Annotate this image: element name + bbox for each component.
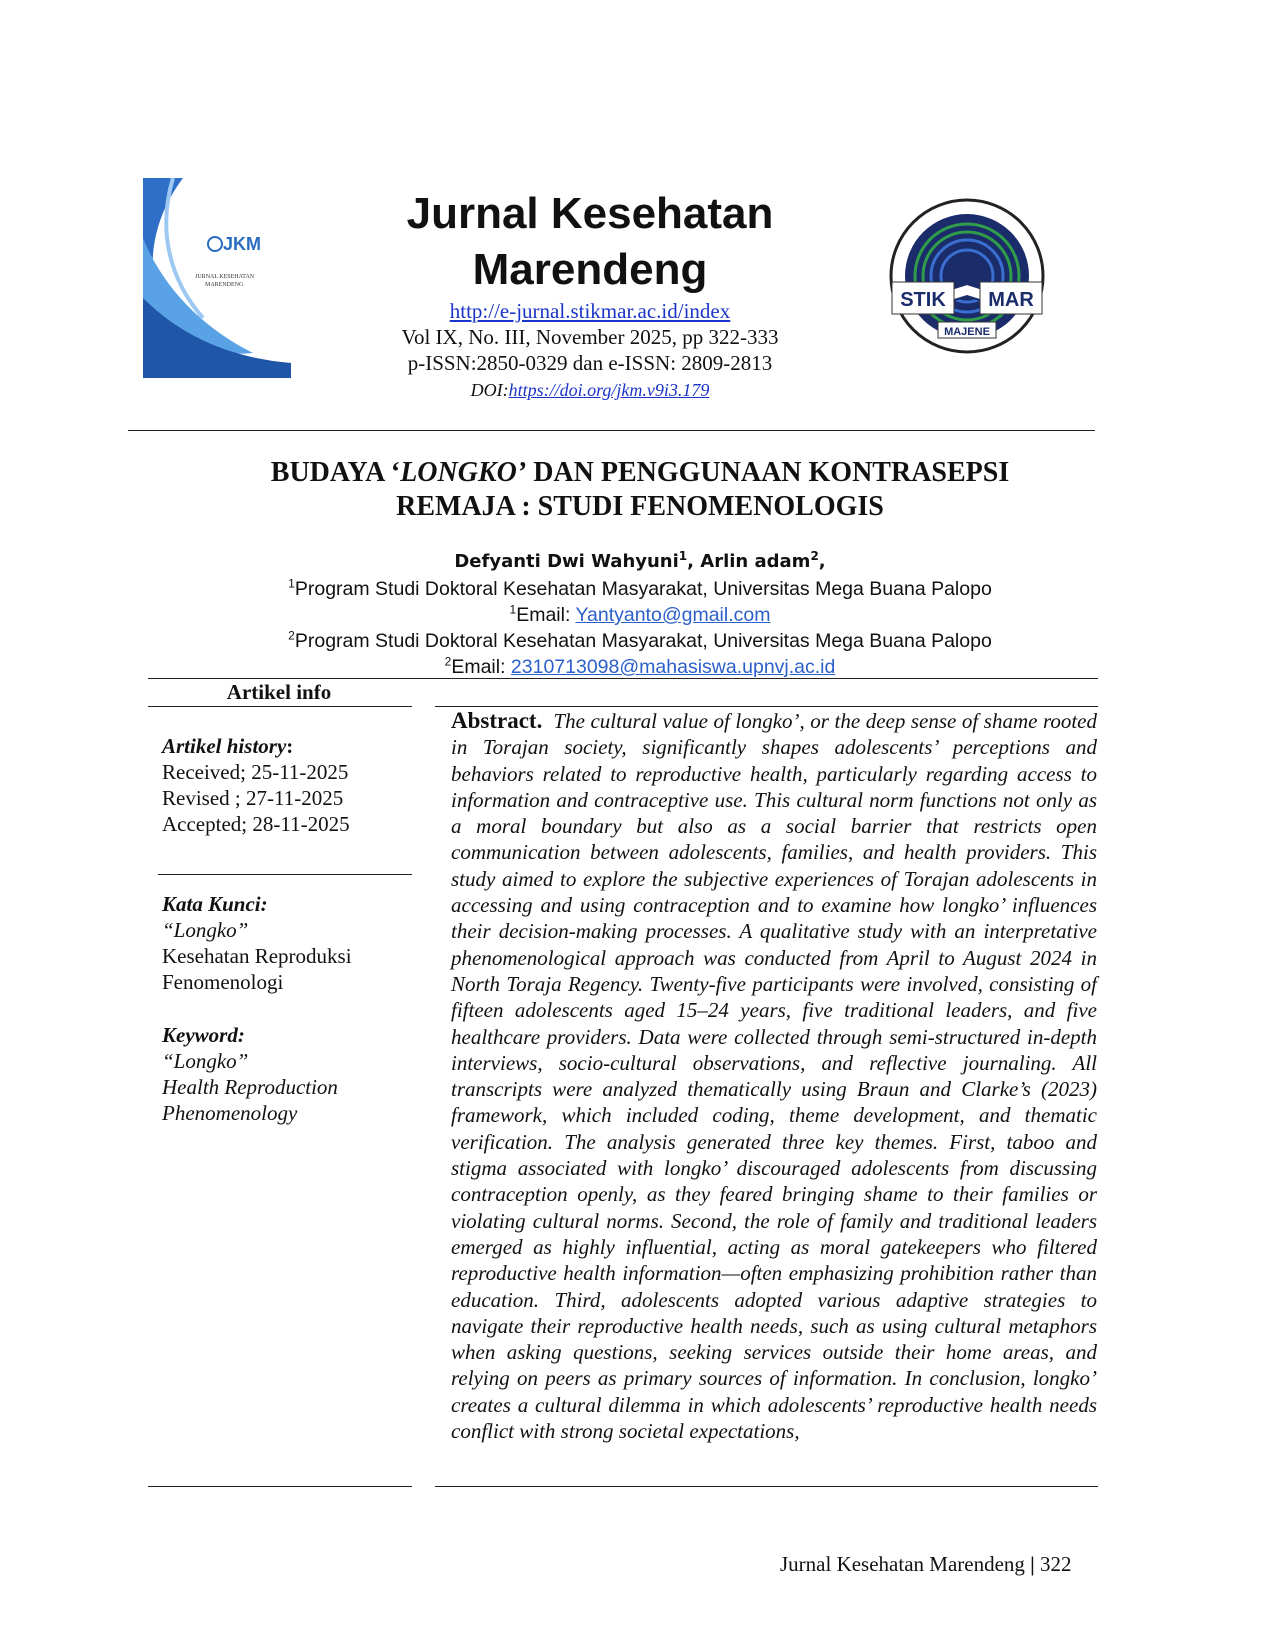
revised-date: Revised ; 27-11-2025 — [162, 786, 344, 810]
journal-title — [300, 186, 880, 298]
kata-kunci-block — [162, 891, 412, 995]
email-1-link[interactable]: Yantyanto@gmail.com — [575, 604, 771, 626]
email-1-line — [150, 602, 1130, 628]
author-list — [200, 550, 1080, 574]
affiliation-2 — [150, 628, 1130, 654]
journal-title-line1: Jurnal Kesehatan — [406, 189, 774, 238]
journal-url-line — [300, 298, 880, 324]
info-bottom-rule — [148, 1486, 412, 1487]
keyword-item: “Longko” — [162, 1049, 249, 1073]
aff-2-sup: 2 — [288, 628, 295, 643]
email-2-label: Email: — [451, 656, 511, 678]
jkm-journal-logo — [143, 178, 291, 378]
history-colon: : — [286, 734, 294, 758]
page-footer — [780, 1552, 1180, 1577]
aff-1-text: Program Studi Doktoral Kesehatan Masyarakat, Universitas Mega Buana Palopo — [294, 578, 992, 600]
title-prefix: BUDAYA ‘ — [270, 457, 401, 488]
paper-title-line1 — [200, 456, 1080, 490]
doi-link[interactable]: https://doi.org/jkm.v9i3.179 — [508, 380, 710, 400]
journal-url-link[interactable]: http://e-jurnal.stikmar.ac.id/index — [449, 299, 731, 323]
kata-kunci-label: Kata Kunci: — [162, 892, 268, 916]
history-label-line — [162, 733, 412, 759]
keyword-block — [162, 1022, 412, 1126]
kata-kunci-item: Fenomenologi — [162, 970, 284, 994]
svg-text:JURNAL KESEHATAN: JURNAL KESEHATAN — [195, 274, 255, 280]
journal-title-line2: Marendeng — [472, 245, 708, 294]
article-history — [162, 733, 412, 837]
article-info-heading: Artikel info — [226, 680, 332, 704]
accepted-date: Accepted; 28-11-2025 — [162, 812, 350, 836]
kata-kunci-item: Kesehatan Reproduksi — [162, 944, 352, 968]
kata-kunci-item: “Longko” — [162, 918, 249, 942]
author-tail: , — [818, 551, 826, 572]
history-label: Artikel history — [162, 734, 287, 758]
email-2-link[interactable]: 2310713098@mahasiswa.upnvj.ac.id — [510, 656, 836, 678]
abstract — [451, 708, 1097, 1444]
email-2-sup: 2 — [444, 654, 452, 669]
issn-info: p-ISSN:2850-0329 dan e-ISSN: 2809-2813 — [407, 351, 773, 375]
info-top-rule — [148, 678, 1098, 679]
doi-line — [300, 377, 880, 403]
svg-text:MARENDENG: MARENDENG — [205, 282, 244, 288]
paper-title-line2: REMAJA : STUDI FENOMENOLOGIS — [396, 491, 884, 522]
author-2: , Arlin adam — [687, 551, 811, 572]
footer-separator: | — [1024, 1552, 1041, 1576]
page-number: 322 — [1040, 1552, 1072, 1576]
abstract-top-rule — [435, 706, 1098, 707]
affiliation-1 — [150, 576, 1130, 602]
author-2-sup: 2 — [810, 549, 819, 563]
history-divider — [158, 874, 412, 875]
header-divider — [128, 430, 1095, 431]
svg-text:JKM: JKM — [223, 234, 262, 254]
author-1: Defyanti Dwi Wahyuni — [454, 551, 679, 572]
svg-text:MAJENE: MAJENE — [944, 326, 990, 338]
footer-journal-name: Jurnal Kesehatan Marendeng — [780, 1552, 1025, 1576]
email-2-line — [150, 654, 1130, 680]
title-italic-term: LONGKO’ — [400, 457, 527, 488]
title-line1-rest: DAN PENGGUNAAN KONTRASEPSI — [526, 457, 1010, 488]
stikmar-seal-logo — [888, 198, 1046, 358]
email-1-sup: 1 — [509, 602, 517, 617]
info-head-rule — [148, 706, 412, 707]
aff-1-sup: 1 — [288, 576, 295, 591]
email-1-label: Email: — [516, 604, 576, 626]
received-date: Received; 25-11-2025 — [162, 760, 349, 784]
abstract-label: Abstract. — [451, 708, 543, 733]
abstract-bottom-rule — [435, 1486, 1098, 1487]
svg-text:MAR: MAR — [988, 289, 1034, 311]
abstract-text: The cultural value of longko’, or the deep sense of shame rooted in Torajan society, significantly shapes adolescents’ perceptions and behaviors related to reproductive health, particularly regarding access to information and contraceptive use. This cultural norm functions not only as a moral boundary but also as a social barrier that restricts open communication between adolescents, families, and health providers. This study aimed to explore the subjective experiences of Torajan adolescents in accessing and using contraception and to examine how longko’ influences their decision-making processes. A qualitative study with an interpretative phenomenological approach was conducted from April to August 2024 in North Toraja Regency. Twenty-five participants were involved, consisting of fifteen adolescents aged 15–24 years, five traditional leaders, and five healthcare providers. Data were collected through semi-structured in-depth interviews, socio-cultural observations, and reflective journaling. All transcripts were analyzed thematically using Braun and Clarke’s (2023) framework, which included coding, theme development, and thematic verification. The analysis generated three key themes. First, taboo and stigma associated with longko’ discouraged adolescents from discussing contraception openly, as they feared bringing shame to their families or violating cultural norms. Second, the role of family and traditional leaders emerged as highly influential, acting as moral gatekeepers who filtered reproductive health information—often emphasizing prohibition rather than education. Third, adolescents adopted various adaptive strategies to navigate their reproductive health needs, such as using cultural metaphors when asking questions, seeking services outside their home areas, and relying on peers as primary sources of information. In conclusion, longko’ creates a cultural dilemma in which adolescents’ reproductive health needs conflict with strong societal expectations, — [451, 709, 1098, 1444]
author-1-sup: 1 — [678, 549, 688, 563]
keyword-item: Health Reproduction — [162, 1075, 338, 1099]
svg-text:STIK: STIK — [900, 289, 946, 311]
doi-label: DOI: — [470, 380, 509, 400]
aff-2-text: Program Studi Doktoral Kesehatan Masyarakat, Universitas Mega Buana Palopo — [294, 630, 992, 652]
paper-title — [200, 456, 1080, 524]
volume-info: Vol IX, No. III, November 2025, pp 322-333 — [401, 325, 779, 349]
keyword-label: Keyword: — [162, 1023, 245, 1047]
keyword-item: Phenomenology — [162, 1101, 298, 1125]
